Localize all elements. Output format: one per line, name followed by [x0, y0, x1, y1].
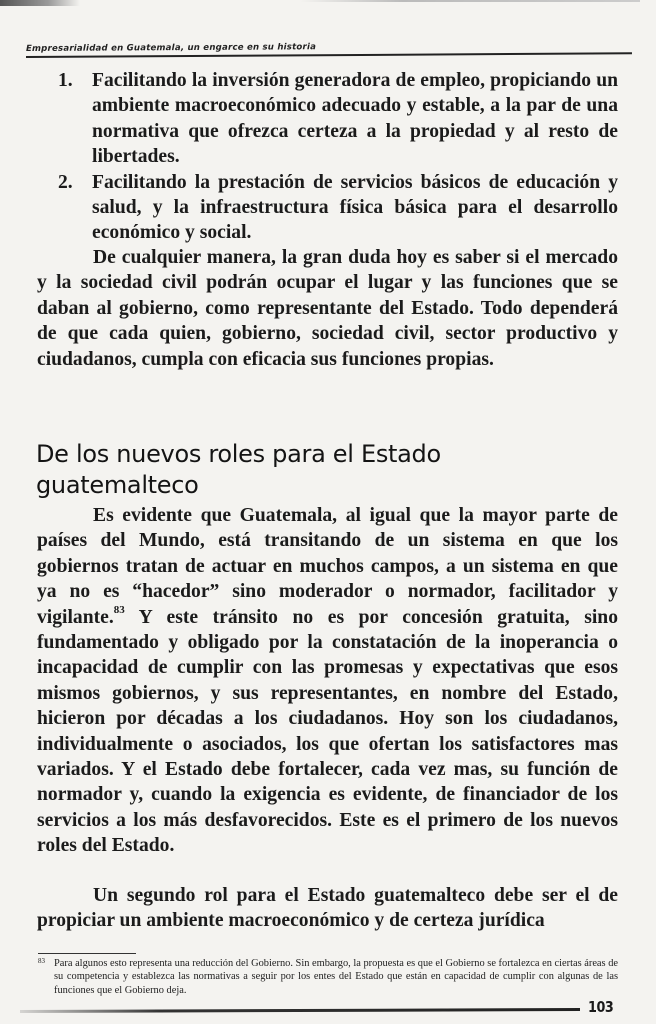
footnote-divider — [38, 953, 136, 954]
section-heading-line: De los nuevos roles para el Estado — [36, 440, 441, 468]
list-item — [58, 170, 618, 246]
running-header — [26, 36, 632, 58]
list-item-number: 1. — [58, 70, 73, 91]
footnote — [38, 957, 618, 997]
footer-rule — [20, 1008, 580, 1013]
section-heading-line: guatemalteco — [36, 471, 199, 499]
paragraph-text: De cualquier manera, la gran duda hoy es saber si el mercado y la sociedad civil podrán ocupar el lugar y las funciones que se daban al gobierno, como representante del Estado. Todo dependerá de que cada quien, gobierno, sociedad civil, sector productivo y ciudadanos, cumpla con eficacia sus funciones propias. — [37, 247, 618, 370]
paragraph — [37, 245, 618, 372]
list-item-text: Facilitando la inversión generadora de empleo, propiciando un ambiente macroeconómico adecuado y estable, a la par de una normativa que ofrezca certeza a la propiedad y al resto de libertades. — [92, 70, 618, 168]
paragraph — [37, 503, 618, 859]
paragraph — [37, 883, 618, 934]
numbered-list — [58, 68, 618, 246]
footnote-number: 83 — [38, 957, 45, 965]
list-item — [58, 68, 618, 170]
scan-shadow — [0, 0, 80, 6]
list-item-text: Facilitando la prestación de servicios básicos de educación y salud, y la infraestructura física básica para el desarrollo económico y social. — [92, 171, 618, 244]
scan-edge — [300, 0, 640, 2]
page-number: 103 — [588, 998, 614, 1016]
running-header-text: Empresarialidad en Guatemala, un engarce en su historia — [25, 42, 317, 55]
footnote-reference[interactable]: 83 — [113, 604, 125, 617]
paragraph-text: Un segundo rol para el Estado guatemalteco debe ser el de propiciar un ambiente macroeconómico y de certeza jurídica — [37, 885, 618, 932]
list-item-number: 2. — [58, 171, 73, 193]
paragraph-text: Es evidente que Guatemala, al igual que la mayor parte de países del Mundo, está transitando de un sistema en que los gobiernos tratan de actuar en muchos campos, a un sistema en que ya no es “hacedor” sino moderador o normador, facilitador y vigilante. — [37, 505, 618, 628]
section-heading — [36, 439, 596, 501]
footnote-text: Para algunos esto representa una reducción del Gobierno. Sin embargo, la propuesta es que el Gobierno se fortalezca en ciertas áreas de su competencia y establezca las normativas a seguir por los entes del Estado que están en capacidad de cumplir con algunas de las funciones que el Gobierno deja. — [54, 958, 618, 996]
paragraph-text: Y este tránsito no es por concesión gratuita, sino fundamentado y obligado por la constatación de la inoperancia o incapacidad de cumplir con las promesas y expectativas que esos mismos gobiernos, y sus representantes, en nombre del Estado, hicieron por décadas a los ciudadanos. Hoy son los ciudadanos, individualmente o asociados, los que ofertan los satisfactores mas variados. Y el Estado debe fortalecer, cada vez mas, su función de normador y, cuando la exigencia es evidente, de financiador de los servicios a los más desfavorecidos. Este es el primero de los nuevos roles del Estado. — [37, 606, 618, 857]
